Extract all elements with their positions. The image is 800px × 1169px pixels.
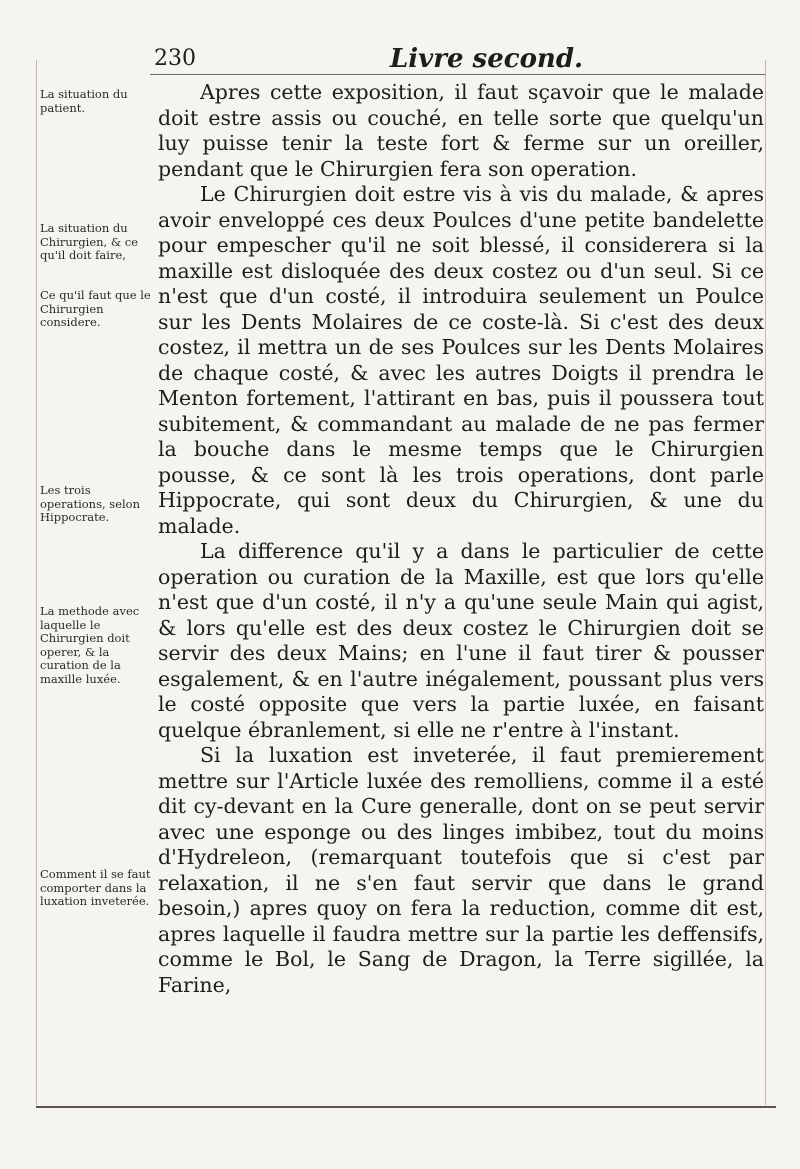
page-number: 230 [154, 46, 196, 71]
bottom-rule [36, 1106, 776, 1108]
margin-note: Comment il se faut comporter dans la luxation inveterée. [40, 867, 151, 908]
running-title: Livre second. [390, 44, 584, 74]
paragraph: Apres cette exposition, il faut sçavoir que le malade doit estre assis ou couché, en telle sorte que quelqu'un luy puisse tenir la teste fort & ferme sur un oreiller, pendant que le Chirurgien fera son operation. [158, 80, 764, 181]
margin-note: Les trois operations, selon Hippocrate. [40, 483, 141, 524]
margin-note: La situation du patient. [40, 87, 128, 115]
left-frame-line [36, 60, 37, 1105]
paragraph: Si la luxation est inveterée, il faut premierement mettre sur l'Article luxée des remolliens, comme il a esté dit cy-devant en la Cure generalle, dont on se peut servir avec une esponge ou des linges imbibez, tout du moins d'Hydreleon, (remarquant toutefois que si c'est par relaxation, il ne s'en faut servir que dans le grand besoin,) apres quoy on fera la reduction, comme dit est, apres laquelle il faudra mettre sur la partie les deffensifs, comme le Bol, le Sang de Dragon, la Terre sigillée, la Farine, [158, 743, 764, 997]
right-frame-line [765, 60, 766, 1105]
body-text [158, 80, 764, 998]
margin-note: La situation du Chirurgien, & ce qu'il doit faire, [40, 221, 138, 262]
paragraph: La difference qu'il y a dans le particulier de cette operation ou curation de la Maxille, est que lors qu'elle n'est que d'un costé, il n'y a qu'une seule Main qui agist, & lors qu'elle est des deux costez le Chirurgien doit se servir des deux Mains; en l'une il faut tirer & pousser esgalement, & en l'autre inégalement, poussant plus vers le costé opposite que vers la partie luxée, en faisant quelque ébranlement, si elle ne r'entre à l'instant. [158, 539, 764, 742]
margin-note: La methode avec laquelle le Chirurgien doit operer, & la curation de la maxille luxée. [40, 604, 140, 686]
page-header [150, 46, 765, 75]
paragraph: Le Chirurgien doit estre vis à vis du malade, & apres avoir enveloppé ces deux Poulces d'une petite bandelette pour empescher qu'il ne soit blessé, il considerera si la maxille est disloquée des deux costez ou d'un seul. Si ce n'est que d'un costé, il introduira seulement un Poulce sur les Dents Molaires de ce coste-là. Si c'est des deux costez, il mettra un de ses Poulces sur les Dents Molaires de chaque costé, & avec les autres Doigts il prendra le Menton fortement, l'attirant en bas, puis il poussera tout subitement, & commandant au malade de ne pas fermer la bouche dans le mesme temps que le Chirurgien pousse, & ce sont là les trois operations, dont parle Hippocrate, qui sont deux du Chirurgien, & une du malade. [158, 182, 764, 538]
margin-note: Ce qu'il faut que le Chirurgien considere. [40, 288, 151, 329]
